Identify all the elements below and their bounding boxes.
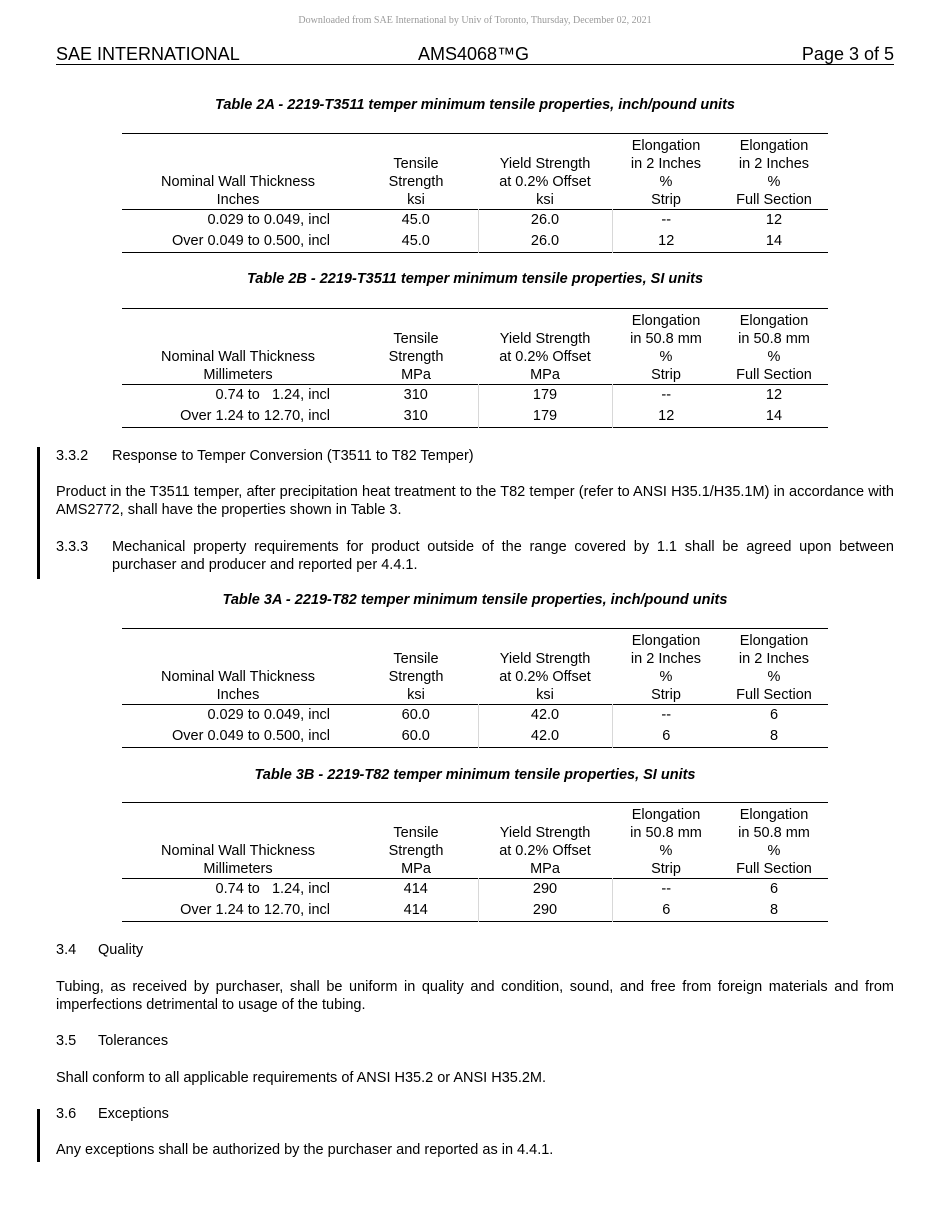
column-header-line: Millimeters bbox=[203, 367, 273, 383]
column-header bbox=[478, 803, 612, 879]
table-cell: 0.74 to 1.24, incl bbox=[215, 387, 330, 403]
column-header-line: ksi bbox=[407, 192, 425, 208]
table-cell: Over 0.049 to 0.500, incl bbox=[172, 233, 330, 249]
column-header-line: Full Section bbox=[736, 192, 812, 208]
paragraph: Shall conform to all applicable requirements of ANSI H35.2 or ANSI H35.2M. bbox=[56, 1070, 547, 1086]
column-header-line: MPa bbox=[401, 367, 431, 383]
table-row bbox=[122, 406, 828, 428]
table-header-row bbox=[122, 134, 828, 210]
table-3b bbox=[122, 802, 828, 922]
column-header-line: Yield Strength bbox=[499, 156, 591, 172]
table-cell: 310 bbox=[354, 406, 478, 428]
change-bar bbox=[37, 1109, 40, 1162]
column-header bbox=[478, 629, 612, 705]
table-header-row bbox=[122, 803, 828, 879]
download-notice: Downloaded from SAE International by Univ of Toronto, Thursday, December 02, 2021 bbox=[298, 15, 652, 26]
column-header bbox=[478, 309, 612, 385]
section-title: Response to Temper Conversion (T3511 to T82 Temper) bbox=[112, 448, 474, 464]
column-header bbox=[612, 309, 720, 385]
column-header-line: Yield Strength bbox=[499, 651, 591, 667]
column-header-line: Strength bbox=[388, 843, 444, 859]
table-cell: 179 bbox=[478, 406, 612, 428]
table-cell: 0.029 to 0.049, incl bbox=[207, 707, 330, 723]
table-3a bbox=[122, 628, 828, 748]
column-header-line: at 0.2% Offset bbox=[499, 174, 591, 190]
column-header-line: Full Section bbox=[736, 861, 812, 877]
table-cell: 179 bbox=[478, 385, 612, 407]
column-header bbox=[720, 803, 828, 879]
section-number: 3.6 bbox=[56, 1106, 77, 1122]
section-title: Exceptions bbox=[98, 1106, 169, 1122]
section-title: Quality bbox=[98, 942, 144, 958]
column-header-line: at 0.2% Offset bbox=[499, 843, 591, 859]
column-header bbox=[612, 134, 720, 210]
column-header-line: ksi bbox=[536, 687, 554, 703]
table-cell: Over 1.24 to 12.70, incl bbox=[180, 408, 330, 424]
table-cell: -- bbox=[661, 881, 672, 897]
column-header-line: ksi bbox=[407, 687, 425, 703]
column-header-line: in 50.8 mm bbox=[630, 331, 702, 347]
table-header-row bbox=[122, 309, 828, 385]
page-header bbox=[56, 44, 894, 65]
table-cell: 310 bbox=[354, 385, 478, 407]
column-header-line: MPa bbox=[530, 367, 560, 383]
column-header-line: Strength bbox=[388, 349, 444, 365]
table-cell: 8 bbox=[769, 902, 779, 918]
table-cell: 0.029 to 0.049, incl bbox=[207, 212, 330, 228]
table-cell: 14 bbox=[765, 408, 783, 424]
paragraph: Mechanical property requirements for product outside of the range covered by 1.1 shall be agreed upon between purchaser and producer and reported per 4.4.1. bbox=[112, 539, 894, 573]
column-header-line: Full Section bbox=[736, 687, 812, 703]
column-header-line: Strip bbox=[651, 861, 681, 877]
section-number: 3.3.2 bbox=[56, 448, 89, 464]
column-header-line: Strength bbox=[388, 174, 444, 190]
header-page-number: Page 3 of 5 bbox=[801, 44, 894, 64]
table-cell: 26.0 bbox=[478, 210, 612, 232]
column-header-line: Nominal Wall Thickness bbox=[161, 843, 315, 859]
column-header bbox=[122, 629, 354, 705]
table-cell: 8 bbox=[769, 728, 779, 744]
column-header-line: Inches bbox=[216, 192, 260, 208]
column-header-line: Elongation bbox=[631, 807, 701, 823]
table-row bbox=[122, 385, 828, 407]
column-header-line: % bbox=[767, 174, 781, 190]
column-header-line: MPa bbox=[530, 861, 560, 877]
column-header-line: in 50.8 mm bbox=[630, 825, 702, 841]
column-header bbox=[720, 309, 828, 385]
table-row bbox=[122, 210, 828, 232]
section-number: 3.4 bbox=[56, 942, 77, 958]
column-header-line: in 2 Inches bbox=[738, 156, 810, 172]
column-header-line: Elongation bbox=[739, 313, 809, 329]
section-number: 3.5 bbox=[56, 1033, 77, 1049]
table-2b bbox=[122, 308, 828, 428]
column-header-line: Strip bbox=[651, 367, 681, 383]
table-cell: 290 bbox=[478, 900, 612, 922]
table-cell: 12 bbox=[658, 408, 675, 424]
column-header-line: Tensile bbox=[393, 651, 439, 667]
column-header-line: Elongation bbox=[739, 138, 809, 154]
table-cell: 26.0 bbox=[478, 231, 612, 253]
column-header-line: Elongation bbox=[739, 633, 809, 649]
column-header-line: % bbox=[659, 349, 673, 365]
column-header-line: Millimeters bbox=[203, 861, 273, 877]
column-header bbox=[478, 134, 612, 210]
column-header-line: Tensile bbox=[393, 825, 439, 841]
paragraph: Product in the T3511 temper, after precipitation heat treatment to the T82 temper (refer to ANSI H35.1/H35.1M) in accordance with AMS2772, shall have the properties shown in Table 3. bbox=[56, 484, 894, 518]
column-header-line: Elongation bbox=[631, 313, 701, 329]
paragraph: Tubing, as received by purchaser, shall be uniform in quality and condition, sound, and free from foreign materials and from imperfections detrimental to usage of the tubing. bbox=[56, 979, 894, 1013]
column-header-line: in 50.8 mm bbox=[738, 825, 810, 841]
header-org: SAE INTERNATIONAL bbox=[56, 44, 240, 64]
column-header-line: Strength bbox=[388, 669, 444, 685]
table-cell: 12 bbox=[658, 233, 675, 249]
column-header bbox=[354, 134, 478, 210]
table-cell: -- bbox=[661, 212, 672, 228]
column-header-line: Tensile bbox=[393, 331, 439, 347]
table-row bbox=[122, 900, 828, 922]
table-cell: 42.0 bbox=[478, 705, 612, 727]
paragraph: Any exceptions shall be authorized by the purchaser and reported as in 4.4.1. bbox=[56, 1142, 554, 1158]
column-header-line: Nominal Wall Thickness bbox=[161, 174, 315, 190]
column-header bbox=[720, 134, 828, 210]
column-header-line: ksi bbox=[536, 192, 554, 208]
column-header-line: Full Section bbox=[736, 367, 812, 383]
table-cell: 42.0 bbox=[478, 726, 612, 748]
column-header-line: % bbox=[659, 174, 673, 190]
column-header bbox=[122, 309, 354, 385]
table-caption: Table 2A - 2219-T3511 temper minimum tensile properties, inch/pound units bbox=[215, 97, 735, 113]
table-caption: Table 3B - 2219-T82 temper minimum tensile properties, SI units bbox=[254, 767, 696, 783]
column-header-line: Inches bbox=[216, 687, 260, 703]
column-header bbox=[122, 134, 354, 210]
column-header-line: Elongation bbox=[631, 633, 701, 649]
table-cell: 12 bbox=[765, 387, 783, 403]
column-header-line: Tensile bbox=[393, 156, 439, 172]
table-cell: 290 bbox=[478, 879, 612, 901]
section-number: 3.3.3 bbox=[56, 539, 89, 555]
column-header-line: Elongation bbox=[631, 138, 701, 154]
column-header-line: % bbox=[767, 349, 781, 365]
table-cell: 414 bbox=[354, 879, 478, 901]
change-bar bbox=[37, 447, 40, 579]
table-cell: 6 bbox=[769, 881, 779, 897]
column-header-line: % bbox=[767, 669, 781, 685]
section-title: Tolerances bbox=[98, 1033, 169, 1049]
column-header-line: % bbox=[659, 843, 673, 859]
column-header bbox=[720, 629, 828, 705]
table-cell: 6 bbox=[769, 707, 779, 723]
table-cell: -- bbox=[661, 387, 672, 403]
column-header-line: Strip bbox=[651, 687, 681, 703]
column-header-line: Strip bbox=[651, 192, 681, 208]
column-header-line: in 2 Inches bbox=[630, 156, 702, 172]
table-cell: 12 bbox=[765, 212, 783, 228]
table-2a bbox=[122, 133, 828, 253]
table-row bbox=[122, 705, 828, 727]
column-header bbox=[612, 629, 720, 705]
column-header-line: in 50.8 mm bbox=[738, 331, 810, 347]
table-cell: 414 bbox=[354, 900, 478, 922]
column-header-line: % bbox=[767, 843, 781, 859]
table-cell: 60.0 bbox=[354, 705, 478, 727]
column-header-line: Yield Strength bbox=[499, 331, 591, 347]
table-caption: Table 3A - 2219-T82 temper minimum tensile properties, inch/pound units bbox=[222, 592, 728, 608]
table-row bbox=[122, 726, 828, 748]
column-header-line: at 0.2% Offset bbox=[499, 669, 591, 685]
column-header bbox=[354, 629, 478, 705]
column-header bbox=[354, 309, 478, 385]
column-header bbox=[612, 803, 720, 879]
table-cell: -- bbox=[661, 707, 672, 723]
table-cell: 6 bbox=[662, 728, 671, 744]
column-header-line: in 2 Inches bbox=[630, 651, 702, 667]
column-header-line: MPa bbox=[401, 861, 431, 877]
column-header bbox=[354, 803, 478, 879]
header-doc-id: AMS4068™G bbox=[418, 44, 530, 64]
table-caption: Table 2B - 2219-T3511 temper minimum tensile properties, SI units bbox=[246, 271, 704, 287]
column-header bbox=[122, 803, 354, 879]
table-cell: 6 bbox=[662, 902, 671, 918]
column-header-line: % bbox=[659, 669, 673, 685]
column-header-line: at 0.2% Offset bbox=[499, 349, 591, 365]
column-header-line: Elongation bbox=[739, 807, 809, 823]
table-cell: Over 0.049 to 0.500, incl bbox=[172, 728, 330, 744]
table-cell: 60.0 bbox=[354, 726, 478, 748]
table-cell: Over 1.24 to 12.70, incl bbox=[180, 902, 330, 918]
table-cell: 0.74 to 1.24, incl bbox=[215, 881, 330, 897]
table-cell: 45.0 bbox=[354, 231, 478, 253]
table-row bbox=[122, 231, 828, 253]
column-header-line: Yield Strength bbox=[499, 825, 591, 841]
table-row bbox=[122, 879, 828, 901]
table-cell: 45.0 bbox=[354, 210, 478, 232]
column-header-line: in 2 Inches bbox=[738, 651, 810, 667]
column-header-line: Nominal Wall Thickness bbox=[161, 349, 315, 365]
column-header-line: Nominal Wall Thickness bbox=[161, 669, 315, 685]
table-cell: 14 bbox=[765, 233, 783, 249]
table-header-row bbox=[122, 629, 828, 705]
